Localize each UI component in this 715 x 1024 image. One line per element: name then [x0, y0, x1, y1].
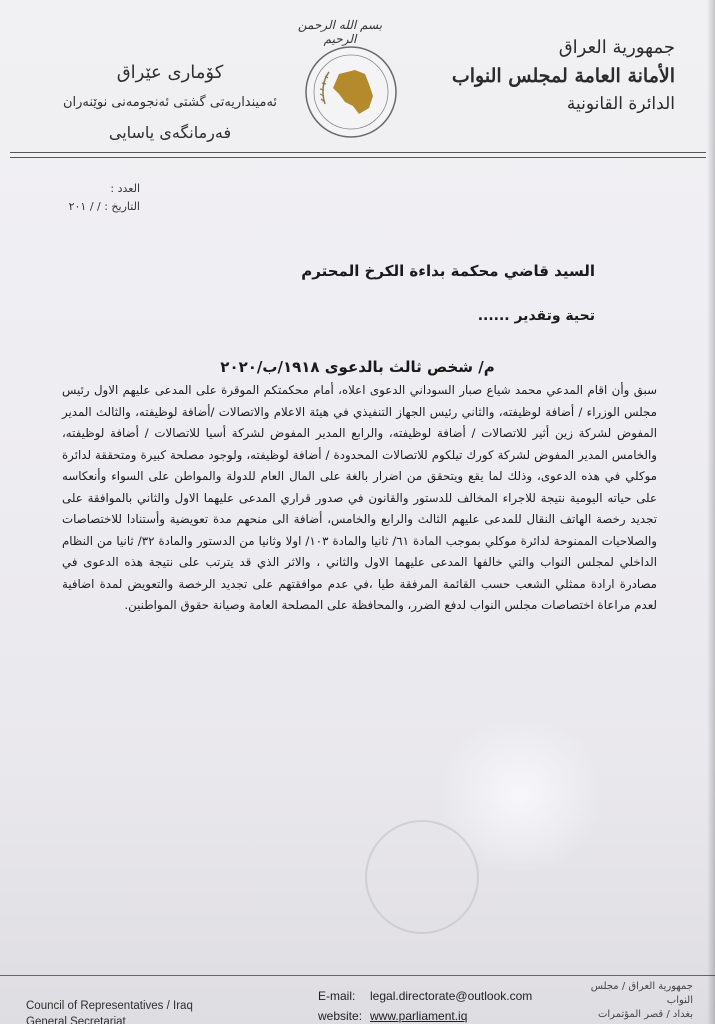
- arabic-letterhead-line-1: جمهورية العراق: [558, 37, 675, 58]
- kurdish-letterhead-line-1: کۆماری عێراق: [116, 62, 224, 83]
- date-label: التاريخ :: [104, 200, 140, 213]
- date-value: / / ٢٠١: [68, 200, 101, 213]
- arabic-letterhead-line-2: الأمانة العامة لمجلس النواب: [451, 65, 675, 87]
- footer-org-line-1: Council of Representatives / Iraq: [26, 1000, 193, 1012]
- email-link[interactable]: legal.directorate@outlook.com: [370, 989, 533, 1003]
- letter-body: [62, 380, 657, 617]
- footer-divider: [0, 975, 715, 976]
- footer-arabic-line-2: بغداد / قصر المؤتمرات: [597, 1009, 693, 1020]
- header-divider-top: [10, 152, 706, 153]
- kurdish-letterhead: [60, 58, 280, 148]
- header-divider-bottom: [10, 157, 706, 158]
- page-edge-shadow: [707, 0, 715, 1024]
- email-label: E-mail:: [318, 989, 356, 1003]
- letter-body-text: سبق وأن اقام المدعي محمد شياع صبار السوداني الدعوى اعلاه، أمام محكمتكم الموقرة على المدعى عليهم الاول رئيس مجلس الوزراء / أضافة لوظيفته، والثاني رئيس الجهاز التنفيذي في هيئة الاعلام والاتصالات /أضافة لوظيفته، والثالث المدير المفوض لشركة زين أثير للاتصالات / أضافة لوظيفته، والرابع المدير المفوض لشركة أسيا للاتصالات / أضافة لوظيفته، والخامس المدير المفوض لشركة كورك تيلكوم للاتصالات المحدودة / أضافة لوظيفته، ولوجود مصلحة كبيرة ومتحققة لدائرة موكلي في هذه الدعوى، وذلك لما يقع ويتحقق من اضرار بالغة على المال العام للدولة والمواطن على السواء وأنعكاسه على حياته اليومية نتيجة للاجراء المخالف للدستور والقانون في صدور قراري المدعى عليهما الاول والثاني بالموافقة على تجديد رخصة الهاتف النقال للمدعى عليهم الثالث والرابع والخامس، أضافة الى منحهم مدة تعويضية وأستنادا للاختصاصات والصلاحيات الممنوحة لدائرة موكلي بموجب المادة ٦١/ ثانيا والمادة ١٠٣/ اولا وثانيا من الدستور والمادة ٣٢/ ثانيا من النظام الداخلي لمجلس النواب والتي خالفها المدعى عليهما الاول والثاني ، والاثر الذي قد يترتب على نتيجة هذه الدعوى في مصادرة ارادة ممثلي الشعب حسب القائمة المرفقة طيا ،في عدم موافقتهم على تجديد الرخصة والتعويض لمدة اضافية لعدم مراعاة اختصاصات مجلس النواب لدفع الضرر، والمحافظة على المصلحة العامة وصيانة حقوق المواطنين.: [62, 383, 657, 612]
- kurdish-letterhead-line-2: ئەمینداریەتی گشتی ئەنجومەنی نوێنەران: [62, 95, 278, 110]
- arabic-letterhead: [445, 34, 675, 118]
- footer-arabic-line-1: جمهورية العراق / مجلس النواب: [590, 981, 693, 1006]
- parliament-seal-logo: [303, 44, 399, 140]
- kurdish-letterhead-line-3: فەرمانگەی یاسایی: [108, 123, 232, 142]
- subject-line: م/ شخص ثالث بالدعوى ١٩١٨/ب/٢٠٢٠: [220, 358, 495, 376]
- reference-block: [30, 180, 140, 216]
- website-link[interactable]: www.parliament.iq: [370, 1009, 468, 1023]
- basmala-calligraphy: بسم الله الرحمن الرحيم: [297, 18, 383, 46]
- footer-arabic-address: [583, 980, 693, 1022]
- arabic-letterhead-line-3: الدائرة القانونية: [566, 94, 675, 114]
- footer-contact: [318, 986, 532, 1024]
- number-label: العدد :: [110, 182, 140, 195]
- addressee-line: السيد قاضي محكمة بداءة الكرخ المحترم: [301, 262, 595, 280]
- footer-organization: [26, 998, 193, 1024]
- faded-stamp: [365, 820, 479, 934]
- footer-org-line-2: General Secretariat: [26, 1016, 126, 1024]
- greeting-line: تحية وتقدير ......: [477, 308, 595, 324]
- website-label: website:: [318, 1009, 363, 1023]
